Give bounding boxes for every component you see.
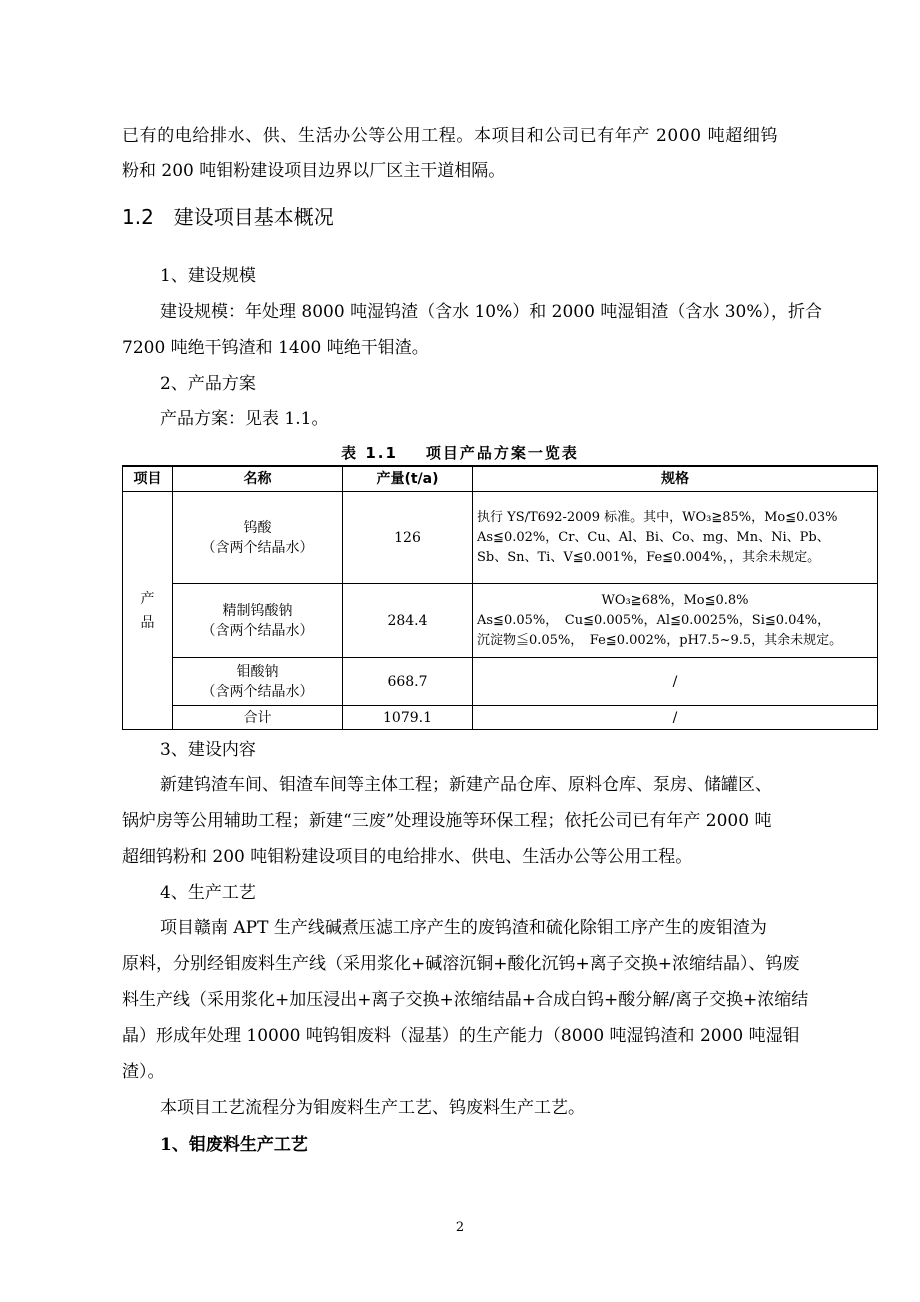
spec-line: WO₃≧68%，Mo≦0.8% [601,592,749,608]
header-cell: 规格 [473,466,878,492]
product-table [122,465,878,730]
header-cell: 产量(t/a) [343,466,473,492]
paragraph-line: 粉和 200 吨钼粉建设项目边界以厂区主干道相隔。 [122,161,506,181]
page-number: 2 [455,1220,465,1235]
header-cell: 名称 [173,466,343,492]
name-text: 钨酸 [243,519,272,536]
group-label-cell: 产 品 [123,492,173,730]
paragraph-line: 渣）。 [122,1062,165,1082]
subsection-title: 1、建设规模 [160,266,256,286]
name-text: 钼酸钠 [236,663,279,680]
paragraph-line: 项目赣南 APT 生产线碱煮压滤工序产生的废钨渣和硫化除钼工序产生的废钼渣为 [160,918,767,938]
paragraph-line: 料生产线（采用浆化+加压浸出+离子交换+浓缩结晶+合成白钨+酸分解/离子交换+浓缩结 [122,990,809,1010]
qty-cell: 1079.1 [343,706,473,730]
paragraph-line: 超细钨粉和 200 吨钼粉建设项目的电给排水、供电、生活办公等公用工程。 [122,847,693,867]
name-note: （含两个结晶水） [201,622,314,639]
table-row [123,706,878,730]
table-caption-title: 项目产品方案一览表 [425,444,579,462]
name-cell [173,584,343,658]
spec-cell [473,492,878,584]
paragraph-line: 7200 吨绝干钨渣和 1400 吨绝干钼渣。 [122,338,429,358]
paragraph-line: 本项目工艺流程分为钼废料生产工艺、钨废料生产工艺。 [160,1098,585,1118]
qty-cell: 668.7 [343,658,473,706]
spec-line: 执行 YS/T692-2009 标准。其中，WO₃≧85%，Mo≦0.03% [477,509,838,525]
spec-line: Sb、Sn、Ti、V≦0.001%，Fe≦0.004%，，其余未规定。 [477,549,821,565]
paragraph-line: 建设规模：年处理 8000 吨湿钨渣（含水 10%）和 2000 吨湿钼渣（含水 30%），折合 [160,302,823,322]
name-note: （含两个结晶水） [201,539,314,556]
table-row [123,658,878,706]
table-row [123,584,878,658]
paragraph-line: 锅炉房等公用辅助工程；新建“三废”处理设施等环保工程；依托公司已有年产 2000 吨 [122,811,772,831]
subsection-title: 2、产品方案 [160,374,256,394]
table-caption-number: 表 1.1 [341,444,398,462]
section-heading: 1.2 建设项目基本概况 [122,205,334,229]
paragraph-line: 产品方案：见表 1.1。 [160,409,329,429]
spec-cell [473,584,878,658]
header-cell: 项目 [123,466,173,492]
paragraph-line: 原料，分别经钼废料生产线（采用浆化+碱溶沉铜+酸化沉钨+离子交换+浓缩结晶）、钨废 [122,954,800,974]
name-cell: 合计 [173,706,343,730]
name-cell [173,658,343,706]
table-row [123,492,878,584]
spec-line: As≦0.05%， Cu≦0.005%，Al≦0.0025%，Si≦0.04%， [477,612,831,628]
name-note: （含两个结晶水） [201,683,314,700]
spec-line: 沉淀物≦0.05%， Fe≦0.002%，pH7.5~9.5，其余未规定。 [477,632,843,648]
spec-cell: / [473,706,878,730]
name-text: 精制钨酸钠 [222,602,293,619]
subsection-title: 4、生产工艺 [160,883,256,903]
name-cell [173,492,343,584]
qty-cell: 284.4 [343,584,473,658]
table-caption [0,442,920,463]
subsection-title: 3、建设内容 [160,740,256,760]
subsection-title: 1、钼废料生产工艺 [160,1135,308,1155]
qty-cell: 126 [343,492,473,584]
paragraph-line: 已有的电给排水、供、生活办公等公用工程。本项目和公司已有年产 2000 吨超细钨 [122,126,779,146]
spec-cell: / [473,658,878,706]
table-header-row [123,466,878,492]
spec-line: As≦0.02%，Cr、Cu、Al、Bi、Co、mg、Mn、Ni、Pb、 [477,529,830,545]
paragraph-line: 晶）形成年处理 10000 吨钨钼废料（湿基）的生产能力（8000 吨湿钨渣和 2000 吨湿钼 [122,1026,800,1046]
paragraph-line: 新建钨渣车间、钼渣车间等主体工程；新建产品仓库、原料仓库、泵房、储罐区、 [160,775,772,795]
